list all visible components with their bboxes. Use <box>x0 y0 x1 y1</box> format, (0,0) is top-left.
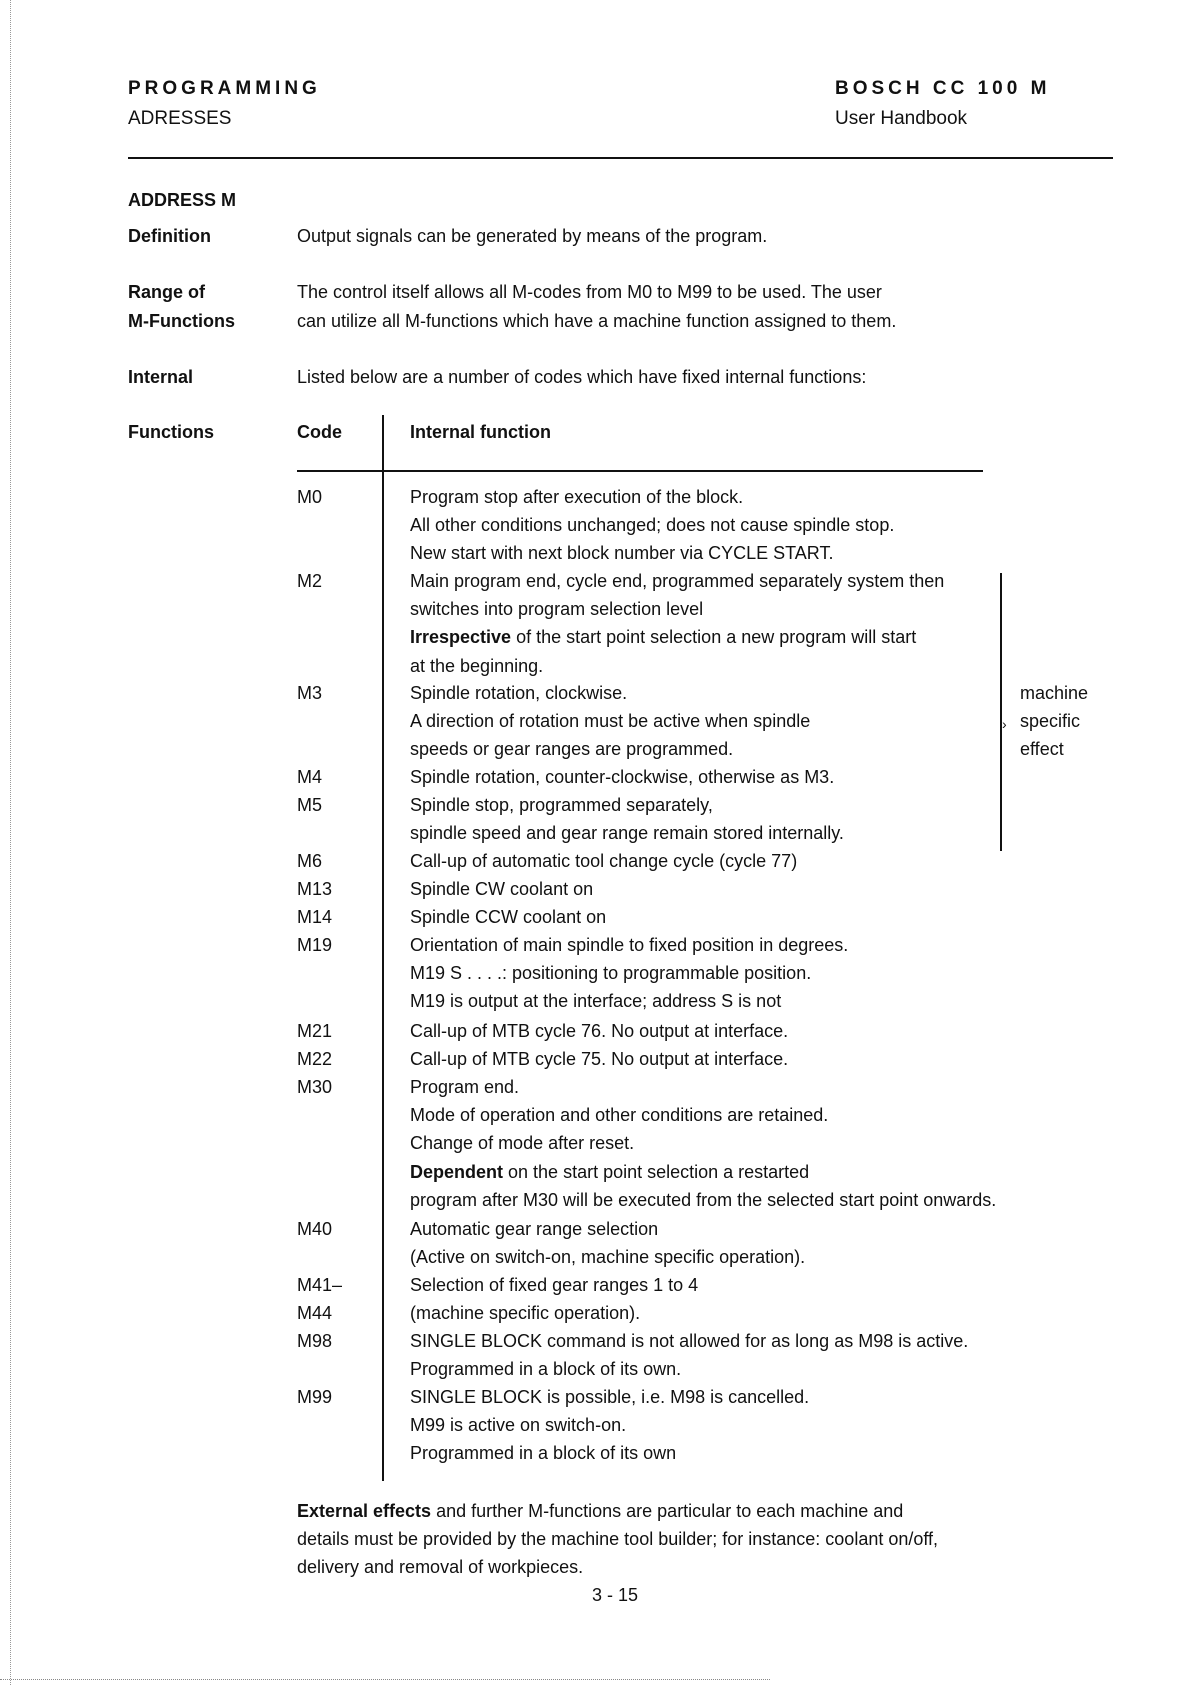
table-code: M14 <box>297 907 333 927</box>
table-function-line <box>410 627 916 648</box>
page-number: 3 - 15 <box>592 1585 639 1605</box>
brace-tip: › <box>1002 716 1007 732</box>
footer-bold: External effects <box>297 1501 432 1521</box>
table-function-line: Spindle CW coolant on <box>410 879 594 899</box>
table-function-line: Automatic gear range selection <box>410 1219 659 1239</box>
table-code: M30 <box>297 1077 333 1097</box>
scan-edge-line <box>10 0 11 1685</box>
table-code: M0 <box>297 487 323 507</box>
definition-text: Output signals can be generated by means of the program. <box>297 226 768 246</box>
header-right-subtitle: User Handbook <box>835 108 968 129</box>
footer-line-1-rest: and further M-functions are particular to each machine and <box>431 1501 904 1521</box>
table-code: M3 <box>297 683 323 703</box>
side-note-2: specific <box>1020 711 1081 731</box>
table-function-line: Spindle CCW coolant on <box>410 907 607 927</box>
table-function-line <box>410 1162 809 1183</box>
table-function-line: Spindle rotation, counter-clockwise, otherwise as M3. <box>410 767 835 787</box>
footer-line-2: details must be provided by the machine tool builder; for instance: coolant on/off, <box>297 1529 939 1549</box>
table-code: M98 <box>297 1331 333 1351</box>
table-code: M2 <box>297 571 323 591</box>
table-function-line: (Active on switch-on, machine specific operation). <box>410 1247 806 1267</box>
label-functions: Functions <box>128 422 214 442</box>
table-code: M19 <box>297 935 333 955</box>
header-left-subtitle: ADRESSES <box>128 108 232 129</box>
internal-text: Listed below are a number of codes which have fixed internal functions: <box>297 367 867 387</box>
label-range-1: Range of <box>128 282 206 302</box>
table-code: M21 <box>297 1021 333 1041</box>
table-function-line: SINGLE BLOCK is possible, i.e. M98 is cancelled. <box>410 1387 810 1407</box>
table-function-line: Spindle stop, programmed separately, <box>410 795 713 815</box>
table-code: M5 <box>297 795 323 815</box>
table-function-line: Spindle rotation, clockwise. <box>410 683 628 703</box>
table-header-rule <box>297 470 983 472</box>
label-internal: Internal <box>128 367 194 387</box>
header-left-title: PROGRAMMING <box>128 78 321 99</box>
footer-line-3: delivery and removal of workpieces. <box>297 1557 584 1577</box>
footer-line-1 <box>297 1497 903 1526</box>
table-function-line: speeds or gear ranges are programmed. <box>410 739 734 759</box>
table-code: M4 <box>297 767 323 787</box>
col-header-code: Code <box>297 422 342 442</box>
header-rule <box>128 157 1113 159</box>
table-function-line: switches into program selection level <box>410 599 704 619</box>
table-code: M44 <box>297 1303 333 1323</box>
table-function-line: M19 S . . . .: positioning to programmable position. <box>410 963 812 983</box>
table-function-line: Orientation of main spindle to fixed position in degrees. <box>410 935 849 955</box>
table-function-line: (machine specific operation). <box>410 1303 641 1323</box>
table-vertical-rule <box>382 415 384 1481</box>
table-function-line: All other conditions unchanged; does not cause spindle stop. <box>410 515 895 535</box>
table-function-line: Call-up of MTB cycle 75. No output at interface. <box>410 1049 789 1069</box>
range-text-1: The control itself allows all M-codes from M0 to M99 to be used. The user <box>297 282 882 302</box>
table-function-line: M99 is active on switch-on. <box>410 1415 627 1435</box>
brace-line <box>1000 573 1002 851</box>
label-definition: Definition <box>128 226 211 246</box>
table-function-line: spindle speed and gear range remain stored internally. <box>410 823 844 843</box>
side-note-1: machine <box>1020 683 1089 703</box>
table-function-line: Selection of fixed gear ranges 1 to 4 <box>410 1275 699 1295</box>
section-title: ADDRESS M <box>128 190 237 210</box>
function-text: of the start point selection a new program will start <box>511 627 917 647</box>
table-function-line: A direction of rotation must be active when spindle <box>410 711 811 731</box>
table-code: M13 <box>297 879 333 899</box>
table-code: M99 <box>297 1387 333 1407</box>
col-header-function: Internal function <box>410 422 551 442</box>
emphasis: Dependent <box>410 1162 504 1182</box>
table-function-line: New start with next block number via CYCLE START. <box>410 543 834 563</box>
side-note-3: effect <box>1020 739 1064 759</box>
table-function-line: Program end. <box>410 1077 520 1097</box>
table-function-line: at the beginning. <box>410 656 544 676</box>
function-text: on the start point selection a restarted <box>503 1162 810 1182</box>
table-function-line: SINGLE BLOCK command is not allowed for as long as M98 is active. <box>410 1331 969 1351</box>
table-function-line: M19 is output at the interface; address S is not <box>410 991 782 1011</box>
table-code: M40 <box>297 1219 333 1239</box>
bottom-scan-line <box>0 1679 770 1680</box>
header-right-title: BOSCH CC 100 M <box>835 78 1051 99</box>
table-function-line: Change of mode after reset. <box>410 1133 635 1153</box>
table-function-line: Call-up of MTB cycle 76. No output at interface. <box>410 1021 789 1041</box>
emphasis: Irrespective <box>410 627 512 647</box>
table-function-line: Program stop after execution of the block. <box>410 487 744 507</box>
label-range-2: M-Functions <box>128 311 235 331</box>
range-text-2: can utilize all M-functions which have a machine function assigned to them. <box>297 311 897 331</box>
table-function-line: program after M30 will be executed from the selected start point onwards. <box>410 1190 997 1210</box>
table-code: M22 <box>297 1049 333 1069</box>
table-code: M6 <box>297 851 323 871</box>
table-function-line: Call-up of automatic tool change cycle (cycle 77) <box>410 851 798 871</box>
table-function-line: Mode of operation and other conditions are retained. <box>410 1105 829 1125</box>
table-function-line: Programmed in a block of its own. <box>410 1359 682 1379</box>
table-code: M41– <box>297 1275 343 1295</box>
table-function-line: Main program end, cycle end, programmed separately system then <box>410 571 945 591</box>
table-function-line: Programmed in a block of its own <box>410 1443 677 1463</box>
